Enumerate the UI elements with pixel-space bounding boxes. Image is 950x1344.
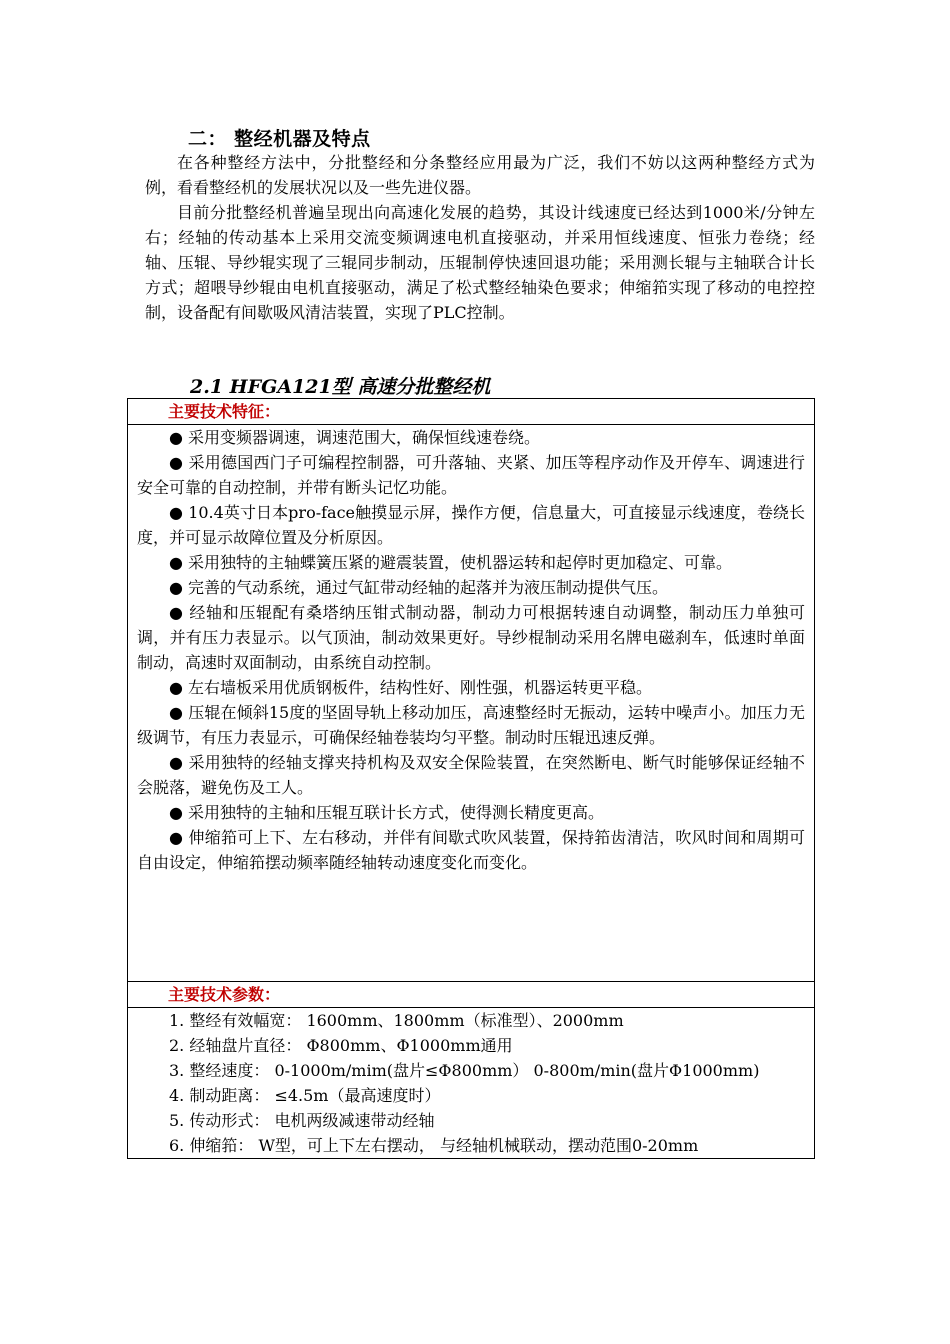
section-heading: 二： 整经机器及特点 [188,128,371,150]
feature-item: ● 采用独特的经轴支撑夹持机构及双安全保险装置，在突然断电、断气时能够保证经轴不会脱落，避免伤及工人。 [137,753,805,797]
params-row [128,1008,815,1159]
feature-item: ● 左右墙板采用优质钢板件，结构性好、刚性强，机器运转更平稳。 [169,678,653,697]
intro-paragraph: 在各种整经方法中，分批整经和分条整经应用最为广泛，我们不妨以这两种整经方式为例，看看整经机的发展状况以及一些先进仪器。 [145,153,815,197]
feature-item: ● 采用变频器调速，调速范围大，确保恒线速卷绕。 [169,428,541,447]
param-item: 1. 整经有效幅宽： 1600mm、1800mm（标准型）、2000mm [169,1011,624,1030]
param-item: 2. 经轴盘片直径： Φ800mm、Φ1000mm通用 [169,1036,513,1055]
features-title: 主要技术特征： [128,399,815,425]
feature-item: ● 经轴和压辊配有桑塔纳压钳式制动器，制动力可根据转速自动调整，制动压力单独可调，并有压力表显示。以气顶油，制动效果更好。导纱棍制动采用名牌电磁刹车，低速时单面制动，高速时双面制动，由系统自动控制。 [137,603,805,672]
spec-table [127,398,815,1159]
feature-item: ● 10.4英寸日本pro-face触摸显示屏，操作方便，信息量大，可直接显示线速度，卷绕长度，并可显示故障位置及分析原因。 [137,503,805,547]
intro-paragraph: 目前分批整经机普遍呈现出向高速化发展的趋势，其设计线速度已经达到1000米/分钟左右；经轴的传动基本上采用交流变频调速电机直接驱动，并采用恒线速度、恒张力卷绕；经轴、压辊、导纱辊实现了三辊同步制动，压辊制停快速回退功能；采用测长辊与主轴联合计长方式；超喂导纱辊由电机直接驱动，满足了松式整经轴染色要求；伸缩筘实现了移动的电控控制，设备配有间歇吸风清洁装置，实现了PLC控制。 [145,203,815,322]
feature-item: ● 采用德国西门子可编程控制器，可升落轴、夹紧、加压等程序动作及开停车、调速进行安全可靠的自动控制，并带有断头记忆功能。 [137,453,805,497]
feature-item: ● 采用独特的主轴和压辊互联计长方式，使得测长精度更高。 [169,803,605,822]
param-item: 5. 传动形式： 电机两级减速带动经轴 [169,1111,435,1130]
params-title: 主要技术参数： [128,982,815,1008]
features-row [128,425,815,982]
feature-item: ● 完善的气动系统，通过气缸带动经轴的起落并为液压制动提供气压。 [169,578,669,597]
params-cell [128,1008,815,1159]
params-title-row [128,982,815,1008]
param-item: 6. 伸缩筘： W型，可上下左右摆动， 与经轴机械联动，摆动范围0-20mm [169,1136,699,1155]
feature-item: ● 采用独特的主轴蝶簧压紧的避震装置，使机器运转和起停时更加稳定、可靠。 [169,553,733,572]
features-cell [128,425,815,982]
param-item: 3. 整经速度： 0-1000m/mim(盘片≤Φ800mm） 0-800m/min(盘片Φ1000mm) [169,1061,760,1080]
machine-subheading: 2.1 HFGA121型 高速分批整经机 [190,376,491,398]
feature-item: ● 伸缩筘可上下、左右移动，并伴有间歇式吹风装置，保持筘齿清洁，吹风时间和周期可自由设定，伸缩筘摆动频率随经轴转动速度变化而变化。 [137,828,805,872]
intro-text [145,150,815,325]
feature-item: ● 压辊在倾斜15度的坚固导轨上移动加压，高速整经时无振动，运转中噪声小。加压力无级调节，有压力表显示，可确保经轴卷装均匀平整。制动时压辊迅速反弹。 [137,703,805,747]
features-title-row [128,399,815,425]
param-item: 4. 制动距离： ≤4.5m（最高速度时） [169,1086,441,1105]
